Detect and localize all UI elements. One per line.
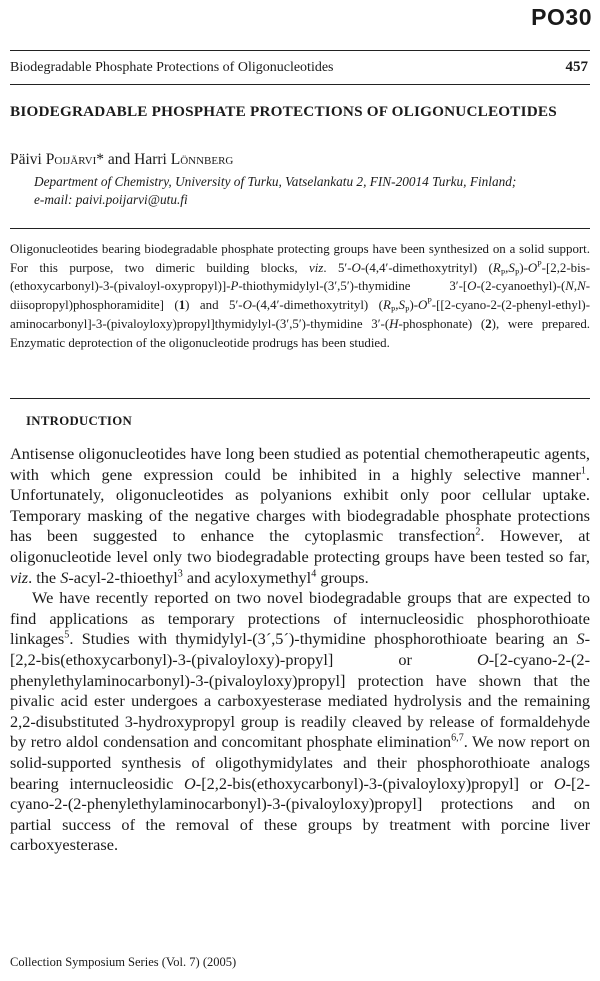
header-rule-top <box>10 50 590 51</box>
article-title: BIODEGRADABLE PHOSPHATE PROTECTIONS OF OLIGONUCLEOTIDES <box>10 103 557 120</box>
author2-last-name: Lönnberg <box>170 151 234 168</box>
author-line <box>10 151 233 169</box>
citation: 2 <box>475 526 481 538</box>
contact-email: e-mail: paivi.poijarvi@utu.fi <box>34 192 188 207</box>
abstract-rule-bottom <box>10 398 590 399</box>
section-heading-introduction: INTRODUCTION <box>26 414 132 428</box>
affiliation: Department of Chemistry, University of Turku, Vatselankatu 2, FIN-20014 Turku, Finland; <box>34 174 517 189</box>
abstract-rule-top <box>10 228 590 229</box>
citation: 5 <box>64 629 70 641</box>
introduction-body <box>10 444 590 856</box>
abstract: Oligonucleotides bearing biodegradable phosphate protecting groups have been synthesized on a solid support. For this purpose, two dimeric building blocks, viz. 5′-O-(4,4′-dimethoxytrityl) $(R_P,S_P)-O^P-[2,2-bis-(ethoxycarbonyl)-3-(pivaloyl-oxypropyl)]-P-thiothymidylyl-(3',5')$-thymidine 3′-[O-(2-cyanoethyl)-(N,N-diisopropyl)phosphoramidite] (1) and 5′-O-(4,4′-dimethoxytrityl) $(R_P,S_P)-O^P-[[2-cyano-2-(2-phenyl-ethyl)-aminocarbonyl]-3-(pivaloyloxy)propyl]thymidylyl-(3',5')$-thymidine 3′-(H-phosphonate) (2), were prepared. Enzymatic deprotection of the oligonucleotide prodrugs has been studied. <box>10 242 591 350</box>
body-paragraph-1: Antisense oligonucleotides have long been studied as potential chemotherapeutic agents, with which gene expression could be inhibited in a highly selective manner$^1$. Unfortunately, oligonucleotides as polyanions exhibit only poor cellular uptake. Temporary masking of the negative charges with biodegradable phosphate protections has been suggested to enhance the cytoplasmic transfection$^2$. However, at oligonucleotide level only two biodegradable protecting groups have been tested so far, viz. the S-acyl-2-thioethyl$^3$ and acyloxymethyl$^4$ groups. <box>10 444 590 587</box>
body-paragraph-2: We have recently reported on two novel biodegradable groups that are expected to find applications as temporary protections of internucleosidic phosphorothioate linkages$^5$. Studies with thymidylyl-(3´,5´)-thymidine phosphorothioate bearing an S-[2,2-bis(ethoxycarbonyl)-3-(pivaloyloxy)-propyl] or O-[2-cyano-2-(2-phenylethylaminocarbonyl)-3-(pivaloyloxy)propyl] protection have shown that the pivalic acid ester undergoes a carboxyesterase mediated hydrolysis and the remaining 2,2-disubstituted 3-hydroxypropyl group is readily cleaved by release of formaldehyde by retro aldol condensation and concomitant phosphate elimination$^{6,7}$. We now report on solid-supported synthesis of oligothymidylates and their phosphorothioate analogs bearing internucleosidic O-[2,2-bis(ethoxycarbonyl)-3-(pivaloyloxy)propyl] or O-[2-cyano-2-(2-phenylethylaminocarbonyl)-3-(pivaloyloxy)propyl] protections and on partial success of the removal of these groups by treatment with porcine liver carboxyesterase. <box>10 588 591 855</box>
page-number: 457 <box>565 59 588 75</box>
paper-code: PO30 <box>531 4 592 30</box>
citation: 4 <box>311 568 317 580</box>
header-rule-bottom <box>10 84 590 85</box>
author1-first-name: Päivi <box>10 151 46 168</box>
citation: 1 <box>580 465 586 477</box>
citation: 3 <box>177 568 183 580</box>
running-title: Biodegradable Phosphate Protections of Oligonucleotides <box>10 60 334 75</box>
running-header <box>10 59 588 76</box>
affiliation-block <box>34 173 589 209</box>
footer-series: Collection Symposium Series (Vol. 7) (2005) <box>10 955 237 969</box>
citation: 6,7 <box>451 732 464 744</box>
author1-last-name: Poijärvi <box>45 151 97 168</box>
author-conjunction: and Harri <box>104 151 171 168</box>
corresponding-author-mark: * <box>96 151 105 168</box>
